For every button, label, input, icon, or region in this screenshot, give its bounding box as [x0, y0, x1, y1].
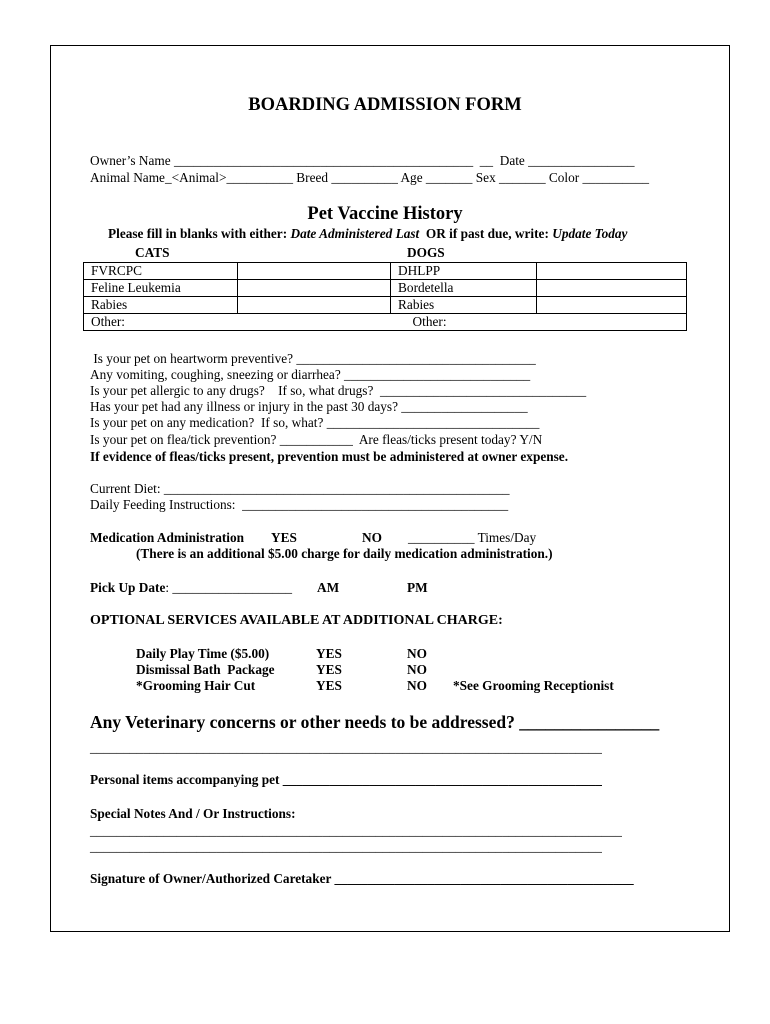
signature-line[interactable]: Signature of Owner/Authorized Caretaker _____________________________________________	[90, 871, 634, 886]
dog-other-field[interactable]: Other:	[391, 314, 687, 331]
table-row	[84, 263, 687, 280]
dogs-header: DOGS	[407, 245, 445, 260]
flea-notice: If evidence of fleas/ticks present, prevention must be administered at owner expense.	[90, 449, 569, 464]
service-no[interactable]: NO	[407, 662, 427, 677]
pickup-pm[interactable]: PM	[407, 580, 428, 595]
cat-vaccine-name: Feline Leukemia	[84, 280, 238, 297]
personal-items-line[interactable]: Personal items accompanying pet ________________________________________________	[90, 772, 602, 787]
pickup-line[interactable]: Pick Up Date: __________________	[90, 580, 293, 595]
question-heartworm[interactable]: Is your pet on heartworm preventive? ____________________________________	[90, 351, 536, 366]
cats-header: CATS	[135, 245, 170, 260]
vaccine-heading: Pet Vaccine History	[307, 204, 463, 224]
cat-vaccine-date-field[interactable]	[238, 280, 391, 297]
vet-concerns-line[interactable]: _____________________________________________________________________________	[90, 740, 602, 755]
medication-yes[interactable]: YES	[271, 530, 297, 545]
service-name: *Grooming Hair Cut	[136, 678, 256, 693]
vaccine-instructions: Please fill in blanks with either: Date Administered Last OR if past due, write: Update Today	[108, 226, 628, 241]
service-no[interactable]: NO	[407, 678, 427, 693]
form-title: BOARDING ADMISSION FORM	[248, 95, 522, 115]
service-yes[interactable]: YES	[316, 646, 342, 661]
animal-line[interactable]: Animal Name_<Animal>__________ Breed __________ Age _______ Sex _______ Color __________	[90, 170, 650, 185]
optional-services-heading: OPTIONAL SERVICES AVAILABLE AT ADDITIONAL CHARGE:	[90, 613, 503, 628]
pickup-am[interactable]: AM	[317, 580, 340, 595]
service-yes[interactable]: YES	[316, 678, 342, 693]
special-notes-label: Special Notes And / Or Instructions:	[90, 806, 296, 821]
dog-vaccine-name: Bordetella	[391, 280, 537, 297]
vet-concerns-question[interactable]: Any Veterinary concerns or other needs to be addressed? ________________	[90, 712, 660, 732]
cat-vaccine-name: Rabies	[84, 297, 238, 314]
cat-other-field[interactable]: Other:	[84, 314, 391, 331]
feeding-instructions-line[interactable]: Daily Feeding Instructions: ________________________________________	[90, 497, 509, 512]
current-diet-line[interactable]: Current Diet: ____________________________________________________	[90, 481, 510, 496]
dog-vaccine-date-field[interactable]	[536, 263, 686, 280]
service-no[interactable]: NO	[407, 646, 427, 661]
medication-no[interactable]: NO	[362, 530, 382, 545]
grooming-note: *See Grooming Receptionist	[453, 678, 614, 693]
dog-vaccine-date-field[interactable]	[536, 280, 686, 297]
cat-vaccine-date-field[interactable]	[238, 297, 391, 314]
dog-vaccine-name: DHLPP	[391, 263, 537, 280]
question-allergic[interactable]: Is your pet allergic to any drugs? If so, what drugs? _______________________________	[90, 383, 587, 398]
question-illness[interactable]: Has your pet had any illness or injury in the past 30 days? ___________________	[90, 399, 528, 414]
service-name: Daily Play Time ($5.00)	[136, 646, 270, 661]
question-flea-tick[interactable]: Is your pet on flea/tick prevention? ___________ Are fleas/ticks present today? Y/N	[90, 432, 543, 447]
question-medication[interactable]: Is your pet on any medication? If so, what? ________________________________	[90, 415, 540, 430]
cat-vaccine-name: FVRCPC	[84, 263, 238, 280]
special-notes-line-1[interactable]: ________________________________________________________________________________	[90, 823, 622, 838]
owner-line[interactable]: Owner’s Name _____________________________________________ __ Date ________________	[90, 153, 635, 168]
medication-label: Medication Administration	[90, 530, 245, 545]
vaccine-table	[83, 262, 687, 331]
medication-times-field[interactable]: __________ Times/Day	[408, 530, 537, 545]
dog-vaccine-date-field[interactable]	[536, 297, 686, 314]
table-row	[84, 280, 687, 297]
service-yes[interactable]: YES	[316, 662, 342, 677]
service-name: Dismissal Bath Package	[136, 662, 275, 677]
special-notes-line-2[interactable]: _____________________________________________________________________________	[90, 839, 602, 854]
medication-note: (There is an additional $5.00 charge for daily medication administration.)	[136, 546, 553, 561]
cat-vaccine-date-field[interactable]	[238, 263, 391, 280]
question-vomiting[interactable]: Any vomiting, coughing, sneezing or diarrhea? ____________________________	[90, 367, 531, 382]
table-row	[84, 297, 687, 314]
dog-vaccine-name: Rabies	[391, 297, 537, 314]
table-row	[84, 314, 687, 331]
